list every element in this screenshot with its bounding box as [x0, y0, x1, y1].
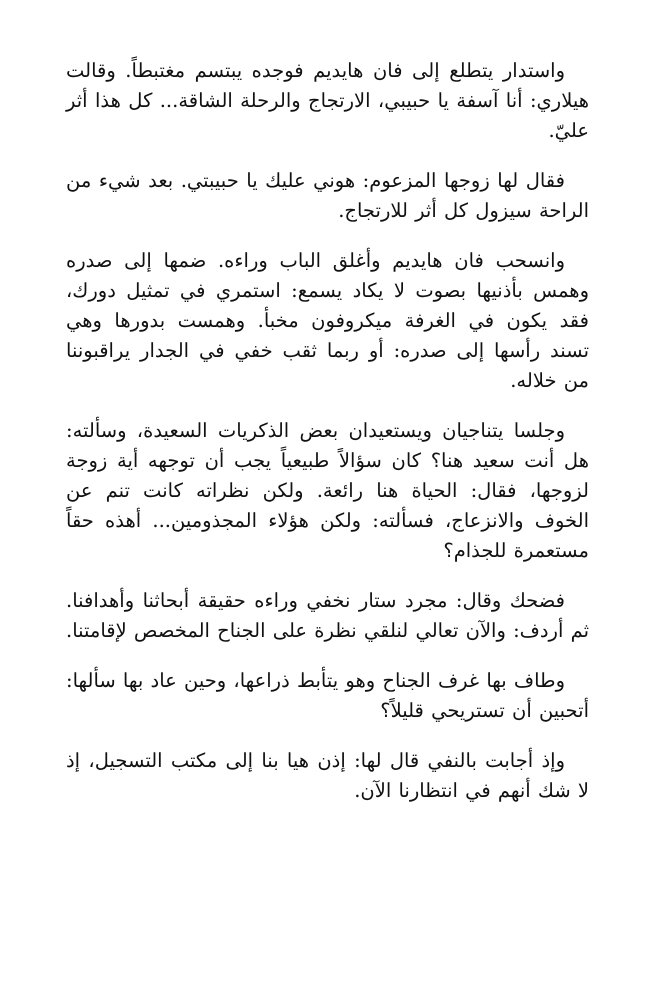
- paragraph-5: فضحك وقال: مجرد ستار نخفي وراءه حقيقة أبحاثنا وأهدافنا. ثم أردف: والآن تعالي لنلقي نظرة على الجناح المخصص لإقامتنا.: [66, 589, 589, 642]
- book-page: [66, 56, 589, 826]
- paragraph-2: فقال لها زوجها المزعوم: هوني عليك يا حبيبتي. بعد شيء من الراحة سيزول كل أثر للارتجاج.: [66, 169, 589, 222]
- paragraph-3: وانسحب فان هايديم وأغلق الباب وراءه. ضمها إلى صدره وهمس بأذنيها بصوت لا يكاد يسمع: استمري في تمثيل دورك، فقد يكون في الغرفة ميكروفون مخبأ. وهمست بدورها وهي تسند رأسها إلى صدره: أو ربما ثقب خفي في الجدار يراقبوننا من خلاله.: [66, 249, 589, 392]
- paragraph-4: وجلسا يتناجيان ويستعيدان بعض الذكريات السعيدة، وسألته: هل أنت سعيد هنا؟ كان سؤالاً طبيعياً يجب أن توجهه أية زوجة لزوجها، فقال: الحياة هنا رائعة. ولكن نظراته كانت تنم عن الخوف والانزعاج، فسألته: ولكن هؤلاء المجذومين... أهذه حقاً مستعمرة للجذام؟: [66, 419, 589, 562]
- paragraph-1: واستدار يتطلع إلى فان هايديم فوجده يبتسم مغتبطاً. وقالت هيلاري: أنا آسفة يا حبيبي، الارتجاج والرحلة الشاقة... كل هذا أثر عليّ.: [66, 59, 589, 142]
- paragraph-7: وإذ أجابت بالنفي قال لها: إذن هيا بنا إلى مكتب التسجيل، إذ لا شك أنهم في انتظارنا الآن.: [66, 749, 589, 802]
- paragraph-6: وطاف بها غرف الجناح وهو يتأبط ذراعها، وحين عاد بها سألها: أتحبين أن تستريحي قليلاً؟: [66, 669, 589, 722]
